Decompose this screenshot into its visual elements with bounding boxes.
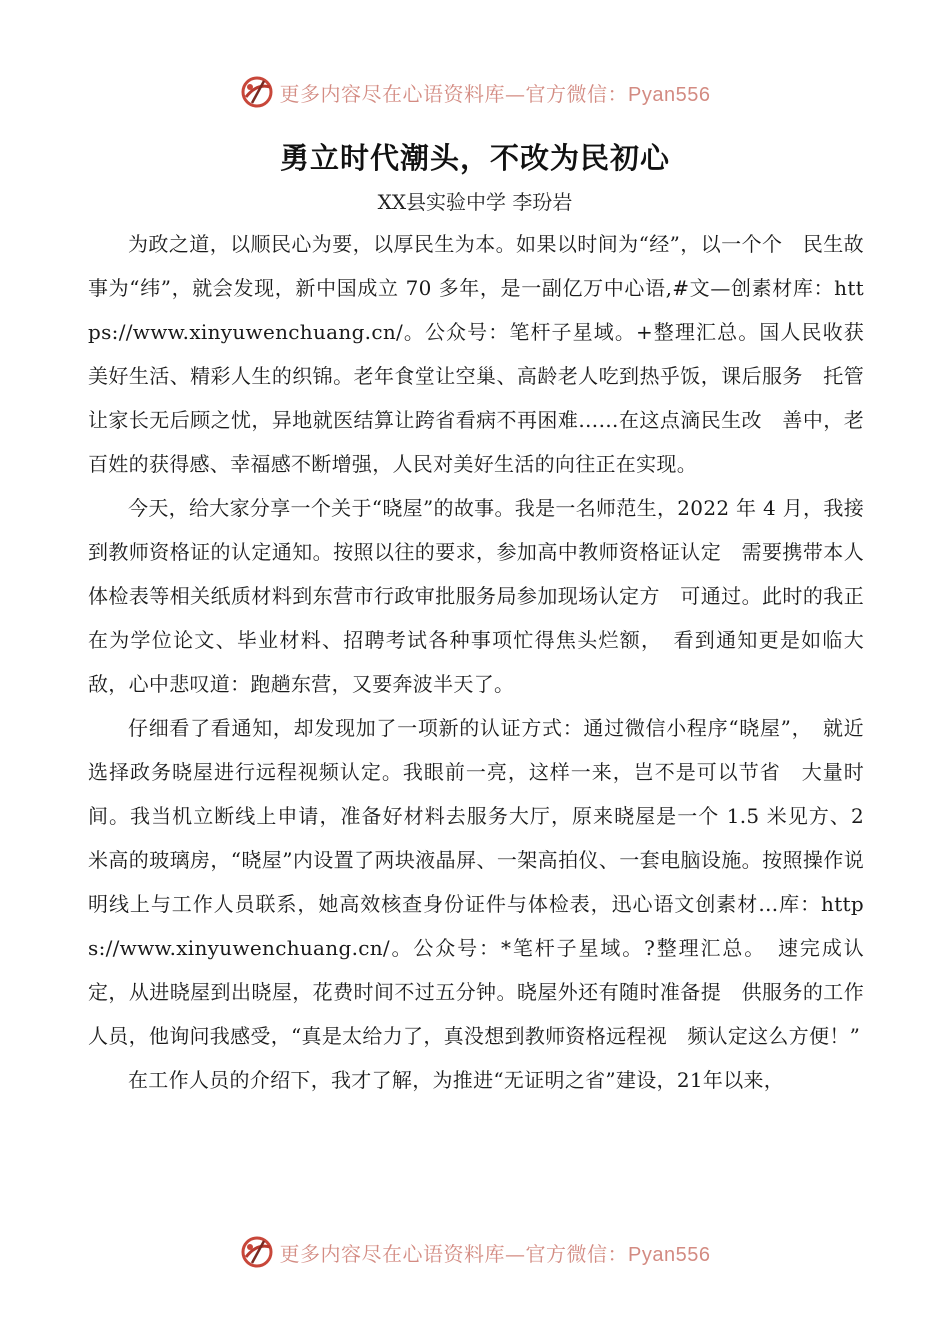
article-byline: XX县实验中学 李玢岩 <box>377 190 573 214</box>
footer-wechat-id: Pyan556 <box>628 1243 711 1266</box>
footer-banner-text: 更多内容尽在心语资料库—官方微信：Pyan556 <box>279 1241 711 1266</box>
header-banner <box>0 72 950 112</box>
article-title: 勇立时代潮头，不改为民初心 <box>279 141 670 175</box>
footer-banner <box>0 1232 950 1272</box>
paragraph: 在工作人员的介绍下，我才了解，为推进“无证明之省”建设，21年以来， <box>128 1068 785 1092</box>
brand-logo-icon <box>240 75 274 109</box>
header-banner-text: 更多内容尽在心语资料库—官方微信：Pyan556 <box>279 81 711 106</box>
article-body <box>88 222 864 1102</box>
paragraph: 今天，给大家分享一个关于“晓屋”的故事。我是一名师范生，2022 年 4 月，我接到教师资格证的认定通知。按照以往的要求，参加高中教师资格证认定 需要携带本人体检表等相关纸质材料到东营市行政审批服务局参加现场认定方 可通过。此时的我正在为学位论文、毕业材料、招聘考试各种事项忙得焦头烂额， 看到通知更是如临大敌，心中悲叹道：跑趟东营，又要奔波半天了。 <box>88 496 864 696</box>
paragraph: 仔细看了看通知，却发现加了一项新的认证方式：通过微信小程序“晓屋”， 就近选择政务晓屋进行远程视频认定。我眼前一亮，这样一来，岂不是可以节省 大量时间。我当机立断线上申请，准备好材料去服务大厅，原来晓屋是一个 1.5 米见方、2 米高的玻璃房，“晓屋”内设置了两块液晶屏、一架高拍仪、一套电脑设施。按照操作说明线上与工作人员联系，她高效核查身份证件与体检表，迅心语文创素材…库：https://www.xinyuwenchuang.cn/。公众号：*笔杆子星域。?整理汇总。 速完成认定，从进晓屋到出晓屋，花费时间不过五分钟。晓屋外还有随时准备提 供服务的工作人员，他询问我感受，“真是太给力了，真没想到教师资格远程视 频认定这么方便！” <box>88 716 864 1048</box>
paragraph: 为政之道，以顺民心为要，以厚民生为本。如果以时间为“经”，以一个个 民生故事为“纬”，就会发现，新中国成立 70 多年，是一副亿万中心语,#文—创素材库：https://www.xinyuwenchuang.cn/。公众号：笔杆子星域。+整理汇总。国人民收获美好生活、精彩人生的织锦。老年食堂让空巢、高龄老人吃到热乎饭，课后服务 托管让家长无后顾之忧，异地就医结算让跨省看病不再困难……在这点滴民生改 善中，老百姓的获得感、幸福感不断增强，人民对美好生活的向往正在实现。 <box>88 232 864 476</box>
brand-logo-icon <box>240 1235 274 1269</box>
header-wechat-id: Pyan556 <box>628 83 711 106</box>
